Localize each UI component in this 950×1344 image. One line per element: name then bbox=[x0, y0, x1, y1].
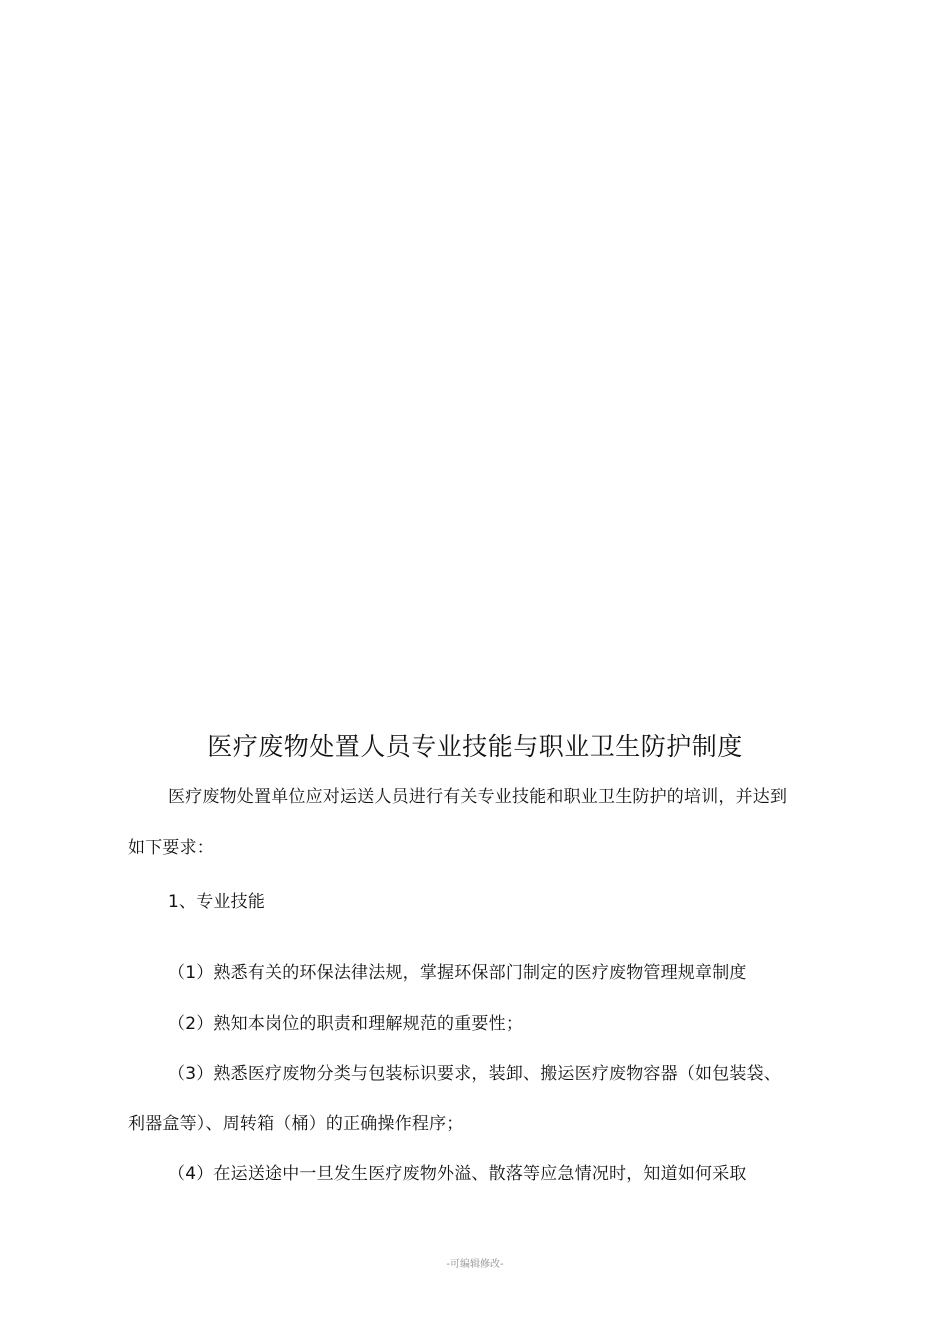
intro-paragraph-line-2: 如下要求： bbox=[128, 838, 214, 858]
intro-paragraph-line-1: 医疗废物处置单位应对运送人员进行有关专业技能和职业卫生防护的培训，并达到 bbox=[168, 787, 788, 807]
list-item-4-line-1: （4）在运送途中一旦发生医疗废物外溢、散落等应急情况时，知道如何采取 bbox=[168, 1164, 747, 1184]
section-heading-professional-skills: 1、专业技能 bbox=[168, 892, 266, 912]
list-item-3-line-2: 利器盒等）、周转箱（桶）的正确操作程序； bbox=[128, 1114, 464, 1134]
page-footer: -可编辑修改- bbox=[446, 1259, 504, 1270]
list-item-1: （1）熟悉有关的环保法律法规，掌握环保部门制定的医疗废物管理规章制度 bbox=[168, 963, 747, 983]
list-item-3-line-1: （3）熟悉医疗废物分类与包装标识要求，装卸、搬运医疗废物容器（如包装袋、 bbox=[168, 1064, 782, 1084]
list-item-2: （2）熟知本岗位的职责和理解规范的重要性； bbox=[168, 1014, 524, 1034]
document-title: 医疗废物处置人员专业技能与职业卫生防护制度 bbox=[207, 732, 743, 761]
